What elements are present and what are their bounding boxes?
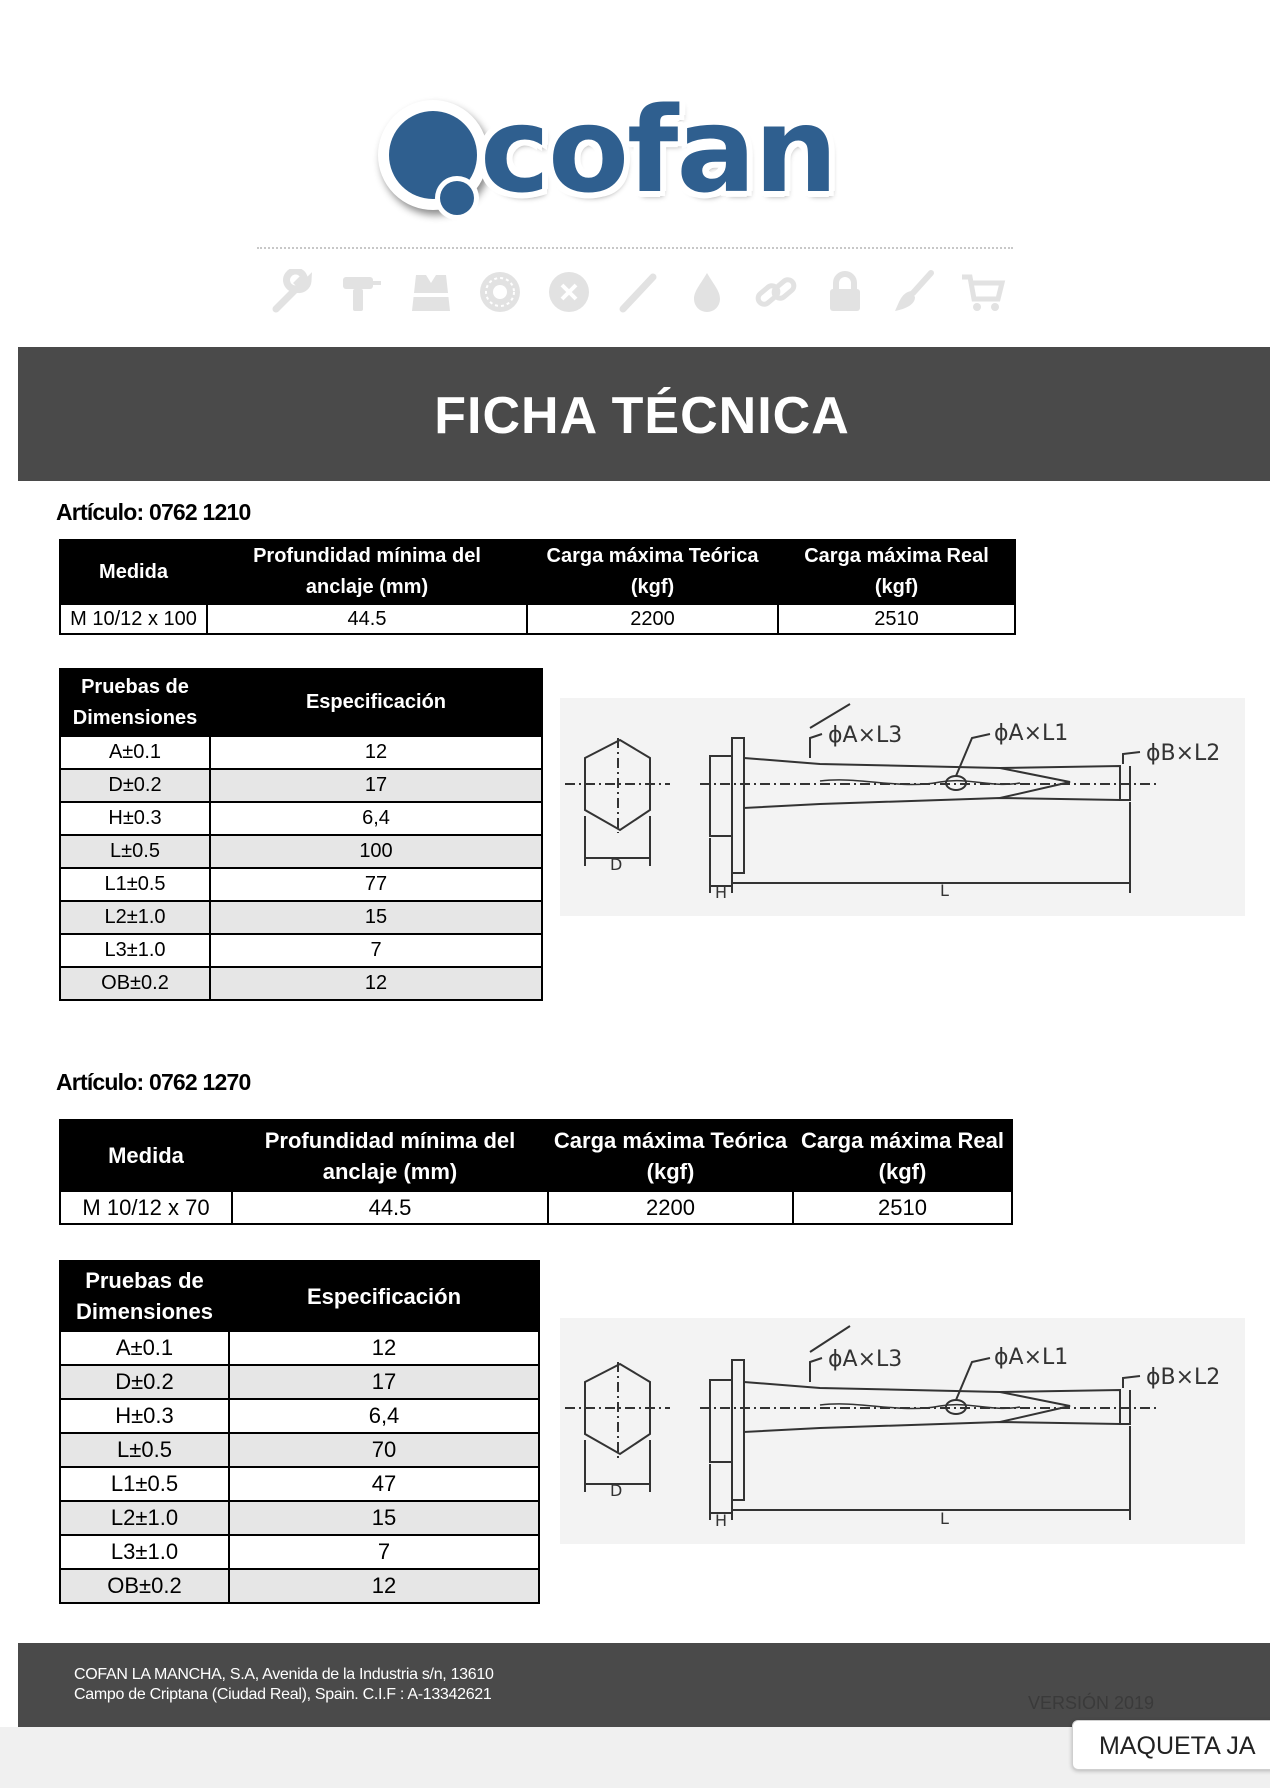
pen-icon [613,267,663,317]
table-row [60,835,542,868]
header-medida: Medida [60,1120,232,1191]
cell-value: 12 [229,1569,539,1603]
footer [18,1643,1270,1727]
cell-value: 6,4 [229,1399,539,1433]
spec-table-1 [59,668,543,1001]
main-table-2 [59,1119,1013,1225]
label-d: D [610,1481,623,1500]
table-row [60,967,542,1000]
cell-profundidad: 44.5 [232,1191,548,1224]
header-especificacion: Especificación [229,1261,539,1331]
link-icon [751,267,801,317]
cell-value: 47 [229,1467,539,1501]
header-profundidad: Profundidad mínima del anclaje (mm) [207,540,527,604]
cell-dim: A±0.1 [60,1331,229,1365]
label-l: L [940,881,949,900]
cell-value: 12 [210,736,542,769]
label-h: H [715,883,728,902]
article-code: 0762 1210 [148,499,251,525]
header-medida: Medida [60,540,207,604]
table-row [60,1399,539,1433]
cell-value: 7 [210,934,542,967]
version-label: VERSIÓN 2019 [1028,1693,1155,1713]
drop-icon [682,267,732,317]
label-b-l2: ϕB×L2 [1146,1365,1221,1390]
cell-carga-teorica: 2200 [527,604,778,634]
header-pruebas: Pruebas de Dimensiones [60,669,210,736]
table-row [60,1535,539,1569]
table-row [60,1191,1012,1224]
cell-dim: A±0.1 [60,736,210,769]
cell-value: 100 [210,835,542,868]
cell-dim: L±0.5 [60,835,210,868]
header-carga-real: Carga máxima Real (kgf) [778,540,1015,604]
label-a-l3: ϕA×L3 [828,1347,903,1372]
header-carga-teorica: Carga máxima Teórica (kgf) [548,1120,793,1191]
cell-value: 17 [210,769,542,802]
anchor-drawing-2 [560,1318,1245,1544]
cut-disc-icon [544,267,594,317]
table-row [60,769,542,802]
cell-dim: L2±1.0 [60,901,210,934]
header-carga-teorica: Carga máxima Teórica (kgf) [527,540,778,604]
header-profundidad: Profundidad mínima del anclaje (mm) [232,1120,548,1191]
article-code: 0762 1270 [148,1069,251,1095]
cell-value: 7 [229,1535,539,1569]
table-row [60,1467,539,1501]
cell-medida: M 10/12 x 100 [60,604,207,634]
label-b-l2: ϕB×L2 [1146,741,1221,766]
maqueta-button[interactable]: MAQUETA JA [1072,1720,1270,1770]
main-table-1 [59,539,1016,635]
table-row [60,1501,539,1535]
address-line-2: Campo de Criptana (Ciudad Real), Spain. C.I.F : A-13342621 [74,1686,492,1703]
label-h: H [715,1511,728,1530]
lock-icon [820,267,870,317]
cell-dim: OB±0.2 [60,1569,229,1603]
label-a-l1: ϕA×L1 [994,721,1069,746]
page-title: FICHA TÉCNICA [434,387,850,445]
cell-dim: L3±1.0 [60,934,210,967]
cell-dim: L1±0.5 [60,868,210,901]
cell-dim: D±0.2 [60,1365,229,1399]
cell-dim: L±0.5 [60,1433,229,1467]
logo-text: cofan [480,81,836,219]
cell-value: 12 [229,1331,539,1365]
cell-dim: L1±0.5 [60,1467,229,1501]
cell-value: 6,4 [210,802,542,835]
address-line-1: COFAN LA MANCHA, S.A, Avenida de la Industria s/n, 13610 [74,1666,494,1683]
title-bar [18,347,1270,481]
logo-dot-icon [365,80,495,230]
cell-profundidad: 44.5 [207,604,527,634]
cart-icon [958,267,1008,317]
logo-divider [257,247,1013,249]
cell-dim: L3±1.0 [60,1535,229,1569]
cofan-logo [365,80,845,230]
table-row [60,1331,539,1365]
table-row [60,1365,539,1399]
table-row [60,901,542,934]
table-row [60,1569,539,1603]
article-heading-1 [56,499,250,526]
spec-table-2 [59,1260,540,1604]
table-row [60,604,1015,634]
cell-value: 15 [210,901,542,934]
cell-dim: L2±1.0 [60,1501,229,1535]
tool-icon-row [268,262,1008,322]
article-label: Artículo: [56,499,144,525]
table-row [60,736,542,769]
table-row [60,802,542,835]
header-carga-real: Carga máxima Real (kgf) [793,1120,1012,1191]
disc-icon [475,267,525,317]
cell-carga-real: 2510 [793,1191,1012,1224]
vest-icon [406,267,456,317]
article-heading-2 [56,1069,250,1096]
cell-dim: H±0.3 [60,802,210,835]
label-d: D [610,855,623,874]
drill-icon [337,267,387,317]
cell-value: 15 [229,1501,539,1535]
anchor-drawing-1 [560,698,1245,916]
cell-carga-real: 2510 [778,604,1015,634]
header-pruebas: Pruebas de Dimensiones [60,1261,229,1331]
article-label: Artículo: [56,1069,144,1095]
cell-value: 70 [229,1433,539,1467]
cell-carga-teorica: 2200 [548,1191,793,1224]
label-a-l3: ϕA×L3 [828,723,903,748]
wrench-icon [268,267,318,317]
cell-dim: D±0.2 [60,769,210,802]
table-row [60,934,542,967]
cell-value: 77 [210,868,542,901]
label-a-l1: ϕA×L1 [994,1345,1069,1370]
cell-medida: M 10/12 x 70 [60,1191,232,1224]
header-especificacion: Especificación [210,669,542,736]
brush-icon [889,267,939,317]
label-l: L [940,1509,949,1528]
cell-dim: OB±0.2 [60,967,210,1000]
cell-dim: H±0.3 [60,1399,229,1433]
company-address [74,1665,494,1705]
cell-value: 17 [229,1365,539,1399]
table-row [60,868,542,901]
table-row [60,1433,539,1467]
cell-value: 12 [210,967,542,1000]
